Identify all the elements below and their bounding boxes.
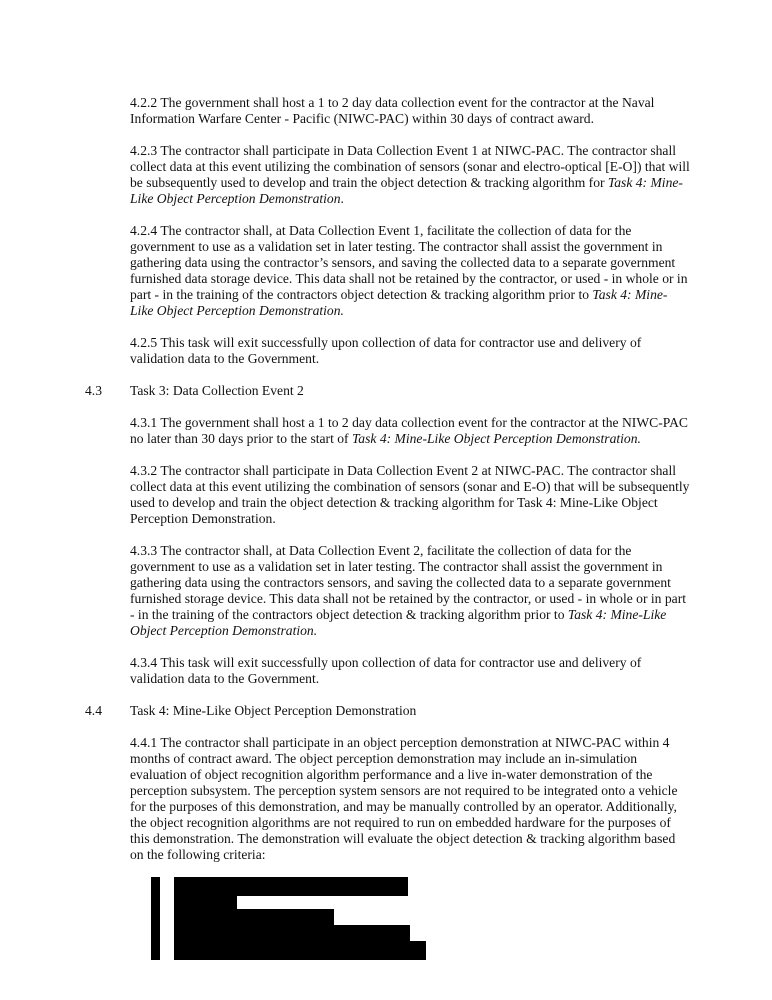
- paragraph-text: 4.3.2 The contractor shall participate in Data Collection Event 2 at NIWC-PAC. The contractor shall collect data at this event utilizing the combination of sensors (sonar and E-O) that will be subsequently used to develop and train the object detection & tracking algorithm for Task 4: Mine-Like Object Perception Demonstration.: [130, 463, 690, 526]
- section-title: Task 4: Mine-Like Object Perception Demonstration: [130, 703, 417, 718]
- paragraph-4-2-3: [130, 143, 690, 207]
- paragraph-text: 4.3.4 This task will exit successfully upon collection of data for contractor use and delivery of validation data to the Government.: [130, 655, 642, 686]
- paragraph-4-4-1: [130, 735, 690, 863]
- paragraph-4-2-2: [130, 95, 690, 127]
- paragraph-text: 4.2.4 The contractor shall, at Data Collection Event 1, facilitate the collection of data for the government to use as a validation set in later testing. The contractor shall assist the government in gathering data using the contractor’s sensors, and saving the collected data to a separate government furnished data storage device. This data shall not be retained by the contractor, or used - in whole or in part - in the training of the contractors object detection & tracking algorithm prior to: [130, 223, 688, 302]
- paragraph-4-2-5: [130, 335, 690, 367]
- redaction-line-2: [174, 896, 237, 909]
- paragraph-4-2-4: [130, 223, 690, 319]
- italic-reference: Task 4: Mine-Like Object Perception Demonstration.: [130, 287, 668, 318]
- paragraph-text: 4.2.3 The contractor shall participate in Data Collection Event 1 at NIWC-PAC. The contractor shall collect data at this event utilizing the combination of sensors (sonar and electro-optical [E-O]) that will be subsequently used to develop and train the object detection & tracking algorithm for: [130, 143, 690, 190]
- paragraph-4-3-3: [130, 543, 690, 639]
- paragraph-tail: .: [340, 191, 344, 206]
- paragraph-text: 4.2.5 This task will exit successfully upon collection of data for contractor use and delivery of validation data to the Government.: [130, 335, 642, 366]
- section-title: Task 3: Data Collection Event 2: [130, 383, 304, 398]
- redaction-bar-left: [151, 877, 160, 960]
- italic-reference: Task 4: Mine-Like Object Perception Demonstration: [130, 175, 683, 206]
- section-number: 4.4: [85, 703, 102, 718]
- paragraph-4-3-4: [130, 655, 690, 687]
- paragraph-4-3-1: [130, 415, 690, 447]
- redaction-line-3: [174, 909, 334, 925]
- italic-reference: Task 4: Mine-Like Object Perception Demonstration.: [351, 431, 641, 446]
- paragraph-4-3-2: [130, 463, 690, 527]
- paragraph-text: 4.4.1 The contractor shall participate in an object perception demonstration at NIWC-PAC within 4 months of contract award. The object perception demonstration may include an in-simulation evaluation of object recognition algorithm performance and a live in-water demonstration of the perception subsystem. The perception system sensors are not required to be integrated onto a vehicle for the purposes of this demonstration, and may be manually controlled by an operator. Additionally, the object recognition algorithms are not required to run on embedded hardware for the purposes of this demonstration. The demonstration will evaluate the object detection & tracking algorithm based on the following criteria:: [130, 735, 678, 862]
- redaction-line-5: [174, 941, 426, 960]
- italic-reference: Task 4: Mine-Like Object Perception Demonstration.: [130, 607, 667, 638]
- paragraph-text: 4.3.1 The government shall host a 1 to 2 day data collection event for the contractor at the NIWC-PAC no later than 30 days prior to the start of: [130, 415, 688, 446]
- section-number: 4.3: [85, 383, 102, 398]
- redaction-line-4: [174, 925, 410, 941]
- paragraph-text: 4.3.3 The contractor shall, at Data Collection Event 2, facilitate the collection of data for the government to use as a validation set in later testing. The contractor shall assist the government in gathering data using the contractors sensors, and saving the collected data to a separate government furnished storage device. This data shall not be retained by the contractor, or used - in whole or in part - in the training of the contractors object detection & tracking algorithm prior to: [130, 543, 686, 622]
- redaction-line-1: [174, 877, 408, 896]
- paragraph-text: 4.2.2 The government shall host a 1 to 2 day data collection event for the contractor at the Naval Information Warfare Center - Pacific (NIWC-PAC) within 30 days of contract award.: [130, 95, 655, 126]
